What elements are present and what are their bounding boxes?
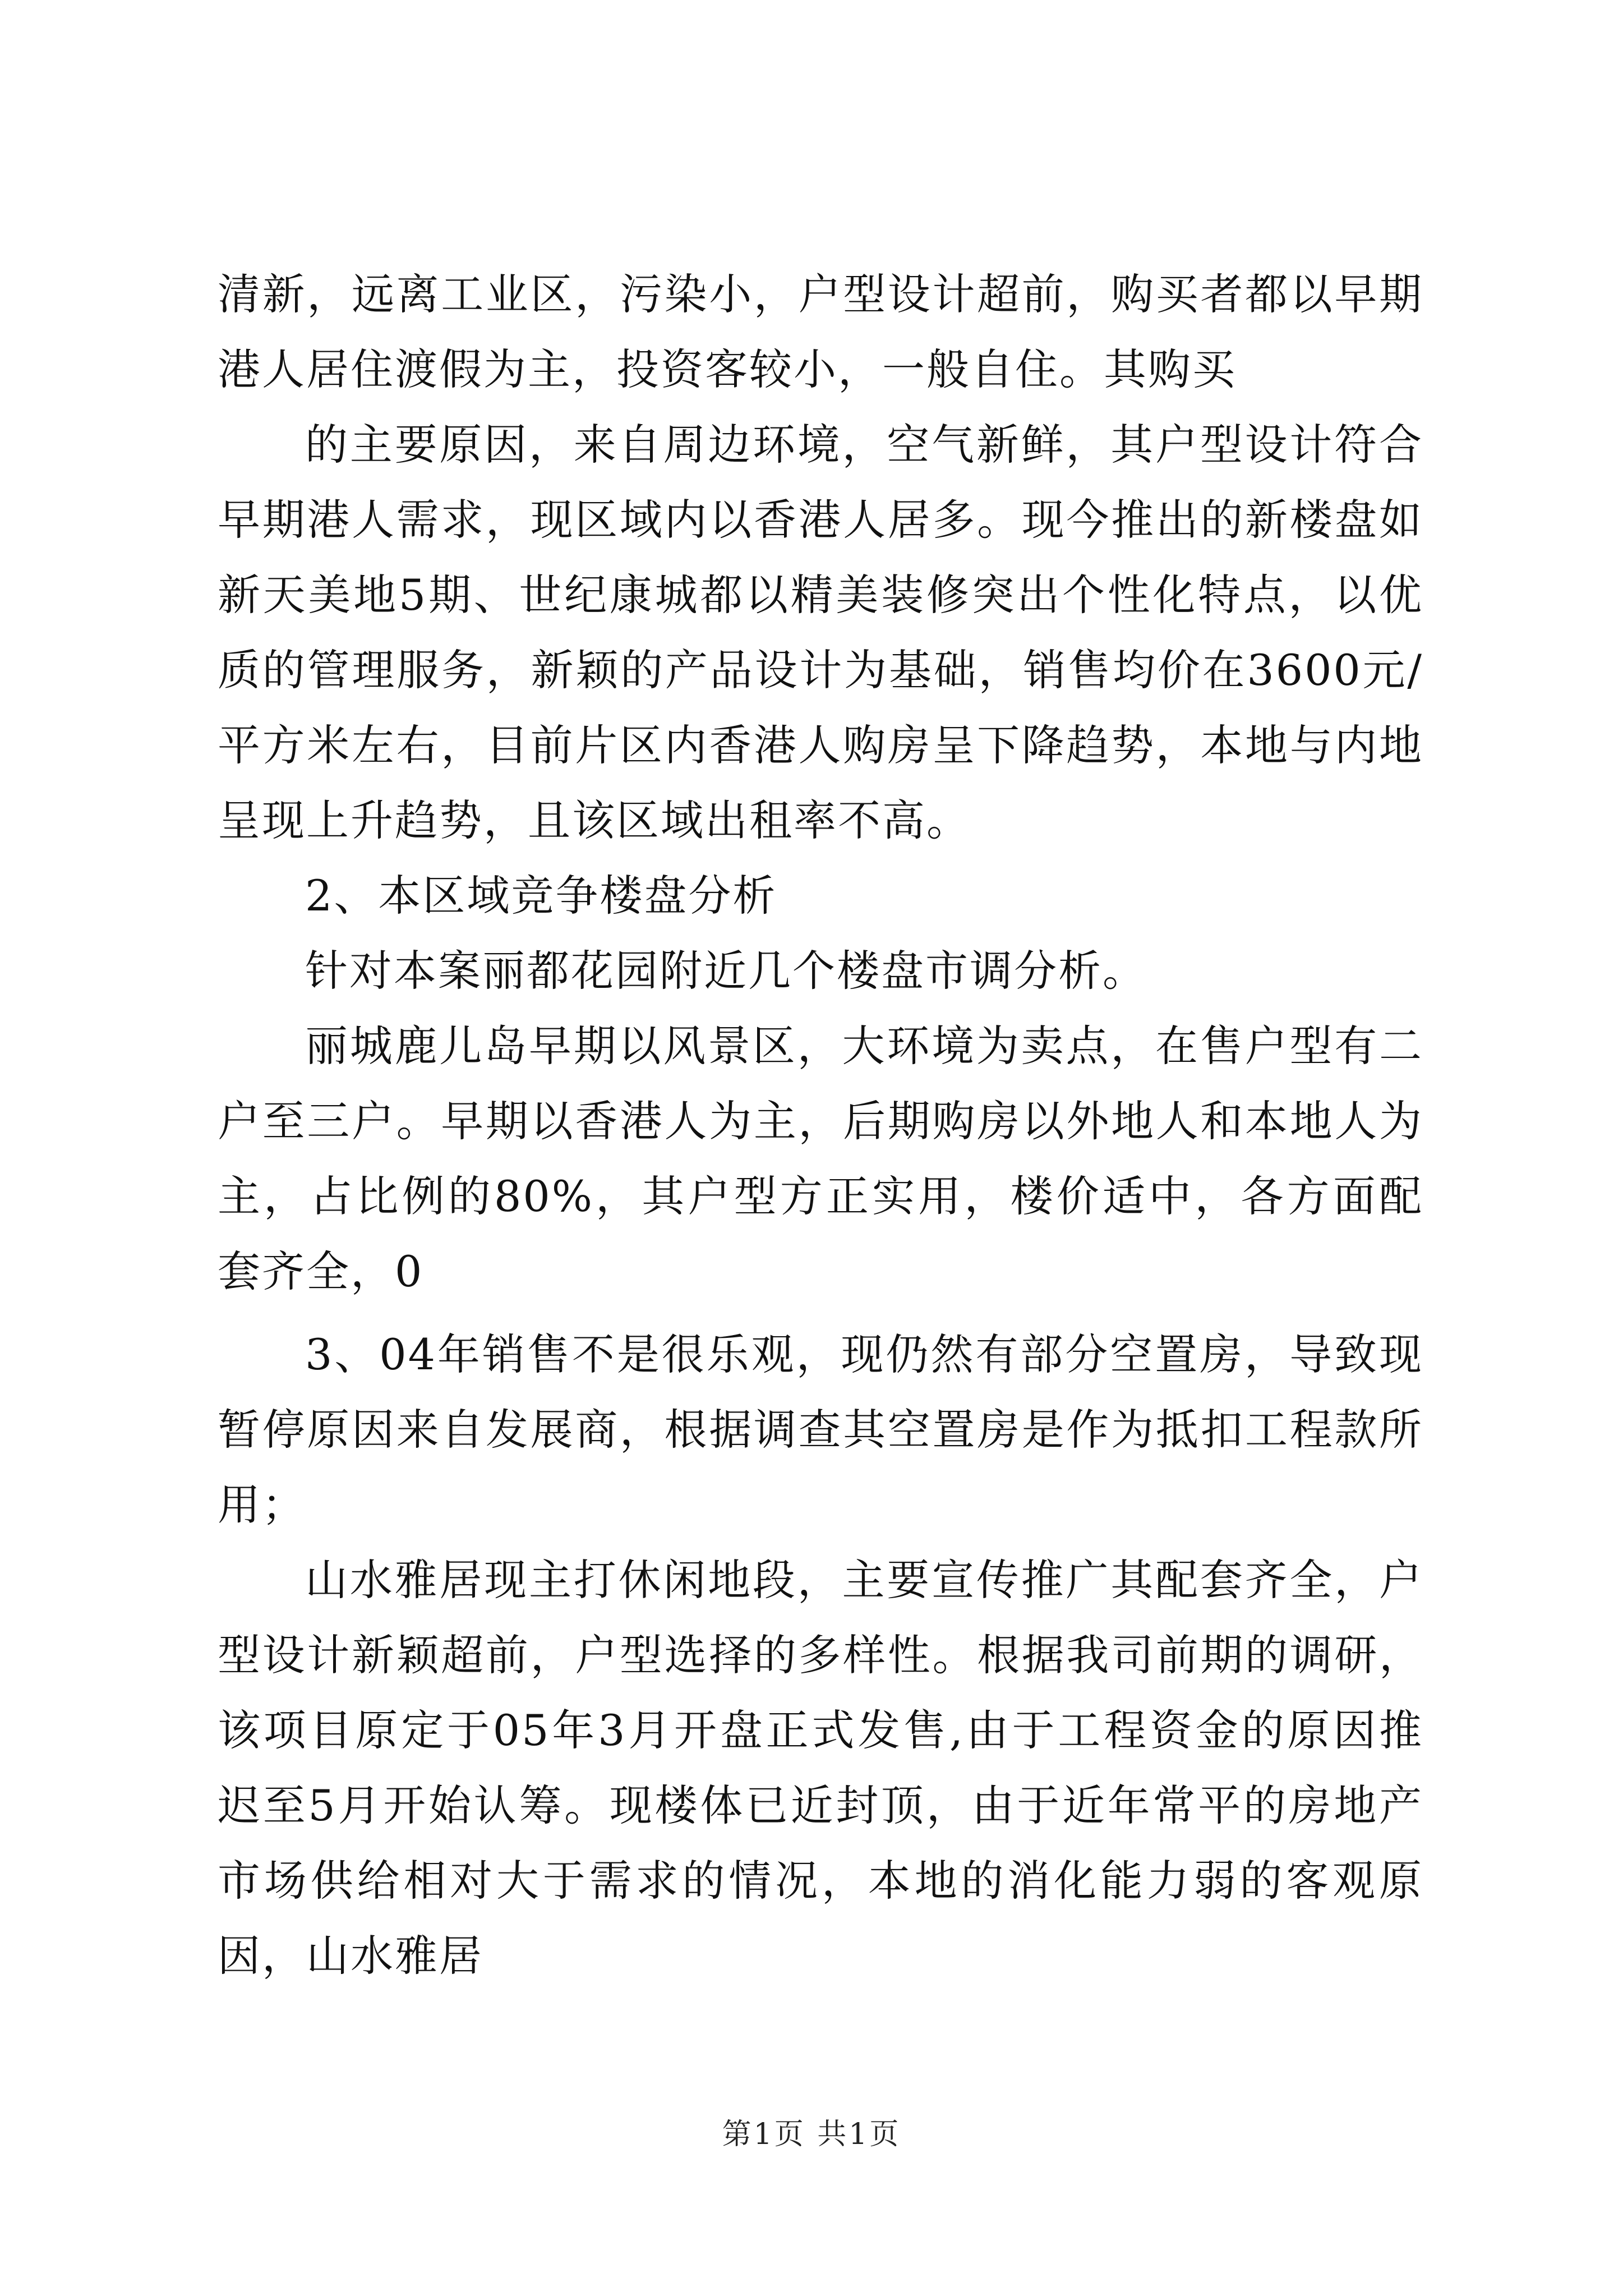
document-body — [218, 257, 1423, 1994]
paragraph-shanshuiyaju: 山水雅居现主打休闲地段，主要宣传推广其配套齐全，户型设计新颖超前，户型选择的多样性。根据我司前期的调研，该项目原定于05年3月开盘正式发售,由于工程资金的原因推迟至5月开始认筹。现楼体已近封顶，由于近年常平的房地产市场供给相对大于需求的情况，本地的消化能力弱的客观原因，山水雅居 — [218, 1555, 1423, 1981]
paragraph-sales-2004: 3、04年销售不是很乐观，现仍然有部分空置房，导致现暂停原因来自发展商，根据调查其空置房是作为抵扣工程款所用； — [218, 1329, 1423, 1530]
paragraph-purchase-reasons: 的主要原因，来自周边环境，空气新鲜，其户型设计符合早期港人需求，现区域内以香港人居多。现今推出的新楼盘如新天美地5期、世纪康城都以精美装修突出个性化特点，以优质的管理服务，新颖的产品设计为基础，销售均价在3600元/平方米左右，目前片区内香港人购房呈下降趋势，本地与内地呈现上升趋势，且该区域出租率不高。 — [218, 420, 1423, 845]
paragraph-continuation-1: 清新，远离工业区，污染小，户型设计超前，购买者都以早期港人居住渡假为主，投资客较小，一般自住。其购买 — [218, 269, 1423, 394]
paragraph-lichengludao: 丽城鹿儿岛早期以风景区，大环境为卖点，在售户型有二户至三户。早期以香港人为主，后期购房以外地人和本地人为主，占比例的80%，其户型方正实用，楼价适中，各方面配套齐全，0 — [218, 1021, 1423, 1296]
paragraph-survey-intro: 针对本案丽都花园附近几个楼盘市调分析。 — [305, 946, 1147, 996]
page-number-footer: 第1页 共1页 — [722, 2118, 901, 2151]
section-heading-competition: 2、本区域竞争楼盘分析 — [305, 871, 777, 921]
